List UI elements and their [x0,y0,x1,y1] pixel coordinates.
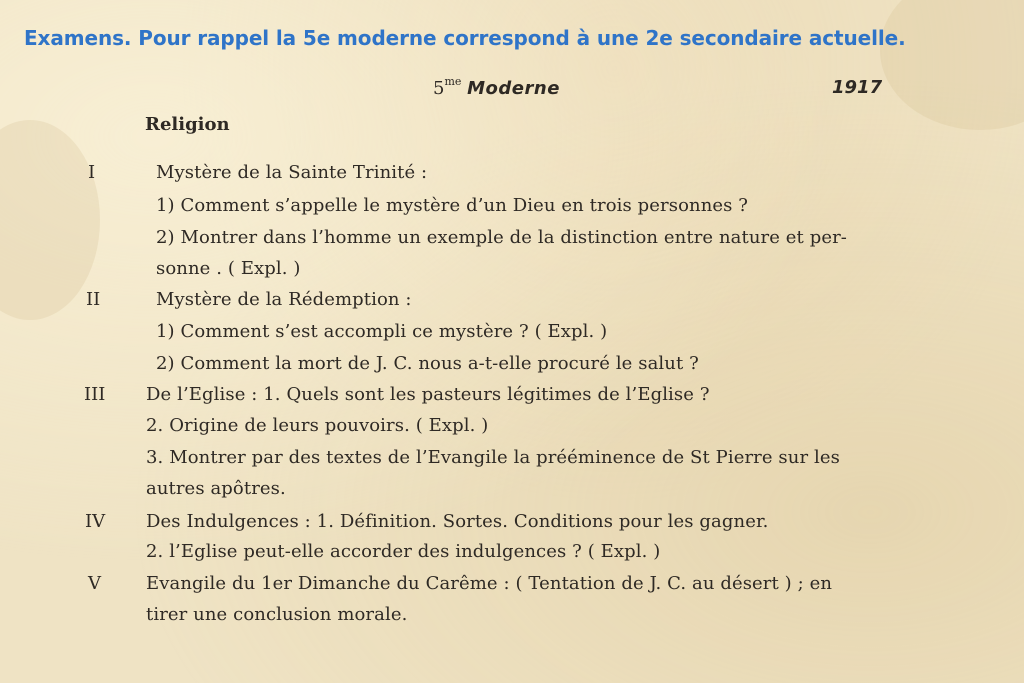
blue-annotation: Examens. Pour rappel la 5e moderne correspond à une 2e secondaire actuelle. [24,26,906,50]
section-number-iii: III [84,384,106,405]
section-i-title: Mystère de la Sainte Trinité : [156,162,428,183]
section-iv-question-2: 2. l’Eglise peut-elle accorder des indulgences ? ( Expl. ) [146,541,661,562]
section-iii-question-2: 2. Origine de leurs pouvoirs. ( Expl. ) [146,415,489,436]
section-iii-question-3: 3. Montrer par des textes de l’Evangile la prééminence de St Pierre sur les [146,447,840,468]
section-iii-title: De l’Eglise : 1. Quels sont les pasteurs légitimes de l’Eglise ? [146,384,710,405]
section-number-iv: IV [85,511,106,532]
paper-stain [880,0,1024,130]
paper-stain [0,120,100,320]
class-heading [433,77,560,99]
section-number-ii: II [86,289,101,310]
section-i-question-2-cont: sonne . ( Expl. ) [156,258,301,279]
section-ii-question-1: 1) Comment s’est accompli ce mystère ? ( Expl. ) [156,321,608,342]
class-number: 5 [433,78,445,99]
subject-title: Religion [145,114,230,135]
section-ii-question-2: 2) Comment la mort de J. C. nous a-t-elle procuré le salut ? [156,353,699,374]
class-name: Moderne [467,78,560,99]
section-i-question-2: 2) Montrer dans l’homme un exemple de la distinction entre nature et per- [156,227,847,248]
section-number-i: I [88,162,96,183]
section-number-v: V [88,573,101,594]
exam-year: 1917 [832,77,883,98]
section-v-line-2: tirer une conclusion morale. [146,604,408,625]
class-superscript: me [444,75,462,88]
section-iii-question-3-cont: autres apôtres. [146,478,286,499]
section-ii-title: Mystère de la Rédemption : [156,289,412,310]
section-i-question-1: 1) Comment s’appelle le mystère d’un Dieu en trois personnes ? [156,195,749,216]
section-v-line-1: Evangile du 1er Dimanche du Carême : ( Tentation de J. C. au désert ) ; en [146,573,833,594]
section-iv-title: Des Indulgences : 1. Définition. Sortes. Conditions pour les gagner. [146,511,769,532]
